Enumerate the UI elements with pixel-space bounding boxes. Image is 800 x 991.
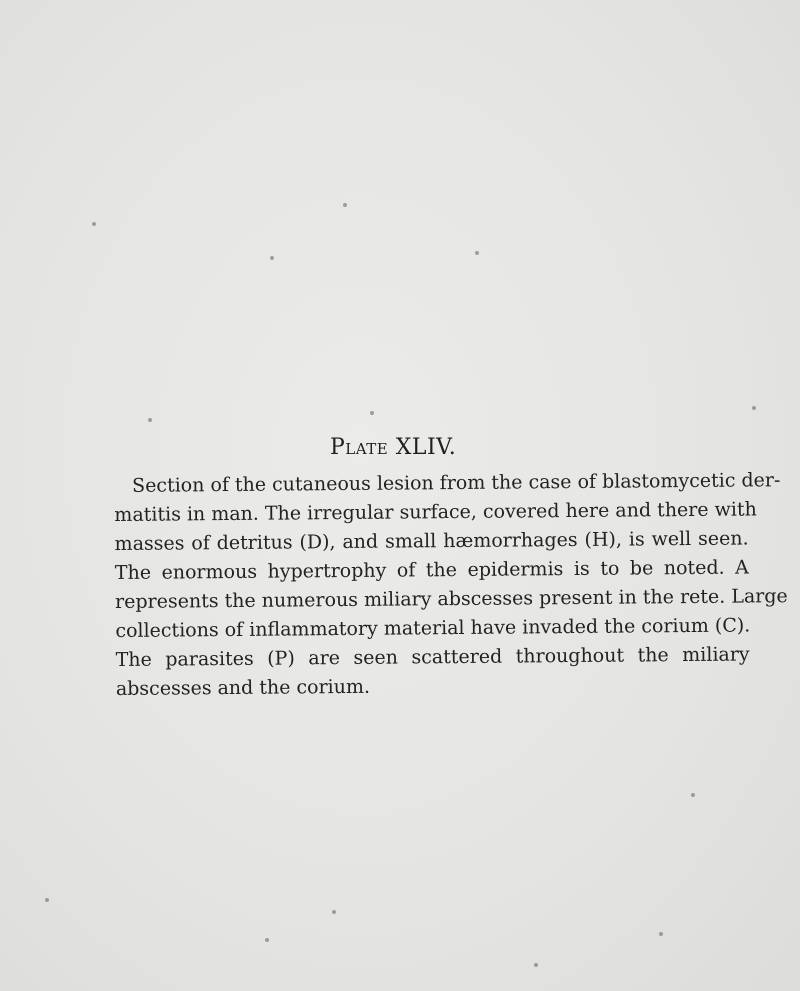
description-line: The parasites (P) are seen scattered throughout the miliary [115,643,750,671]
dust-speck [45,898,49,902]
dust-speck [92,222,96,226]
dust-speck [752,406,756,410]
description-line: matitis in man. The irregular surface, covered here and there with [114,498,757,526]
dust-speck [370,411,374,415]
description-line: abscesses and the corium. [115,675,371,700]
dust-speck [343,203,347,207]
dust-speck [270,256,274,260]
dust-speck [534,963,538,967]
plate-title: Plate XLIV. [330,435,457,460]
description-line: represents the numerous miliary abscesses present in the rete. Large [115,585,788,613]
description-line: Section of the cutaneous lesion from the case of blastomycetic der- [132,469,781,497]
description-line: masses of detritus (D), and small hæmorrhages (H), is well seen. [114,527,749,555]
description-line: collections of inflammatory material have invaded the corium (C). [115,614,751,642]
description-line: The enormous hypertrophy of the epidermis is to be noted. A [114,556,749,584]
dust-speck [475,251,479,255]
dust-speck [148,418,152,422]
dust-speck [265,938,269,942]
plate-description [114,466,788,704]
dust-speck [332,910,336,914]
dust-speck [659,932,663,936]
dust-speck [691,793,695,797]
